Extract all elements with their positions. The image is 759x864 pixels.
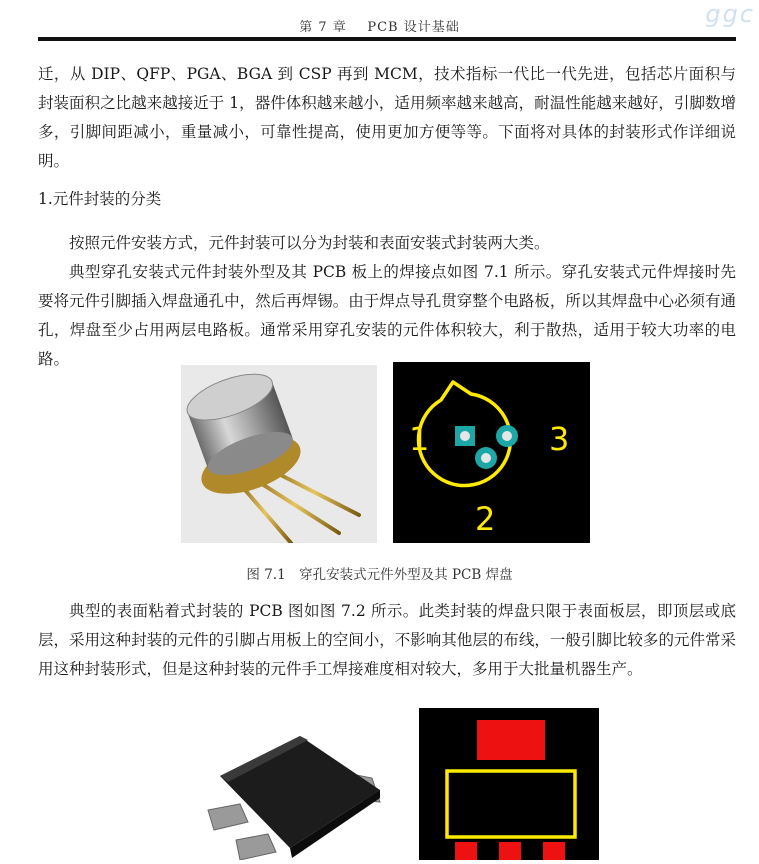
- paragraph-block-2: [38, 229, 736, 374]
- figure-7-2-component-photo: [180, 718, 400, 860]
- figure-7-1-pcb-footprint: [393, 362, 590, 543]
- page-header: [0, 16, 759, 35]
- chapter-title: PCB 设计基础: [367, 20, 460, 35]
- silkscreen-outline: [447, 771, 575, 837]
- to-can-footprint-drawing: [393, 362, 590, 543]
- section-heading: 1.元件封装的分类: [38, 190, 162, 208]
- smd-tab-pad: [477, 720, 545, 760]
- pin-label-1: 1: [409, 420, 430, 458]
- figure-7-2-pcb-footprint: [419, 708, 599, 860]
- figure-7-1-caption: 图 7.1 穿孔安装式元件外型及其 PCB 焊盘: [246, 567, 513, 583]
- sot223-illustration: [180, 718, 400, 860]
- section-heading-block: [38, 185, 736, 214]
- pin-label-2: 2: [475, 500, 496, 538]
- smd-pad-3: [543, 842, 565, 860]
- paragraph-1: 迁，从 DIP、QFP、PGA、BGA 到 CSP 再到 MCM，技术指标一代比一代先进，包括芯片面积与封装面积之比越来越接近于 1，器件体积越来越小，适用频率越来越高，耐温性能越来越好，引脚数增多，引脚间距减小，重量减小，可靠性提高，使用更加方便等等。下面将对具体的封装形式作详细说明。: [38, 65, 736, 170]
- paragraph-intro: [38, 60, 736, 176]
- figure-7-1-component-photo: [181, 365, 377, 543]
- watermark: ggc: [705, 0, 755, 28]
- to-can-transistor-illustration: [181, 365, 377, 543]
- sot223-footprint-drawing: [419, 708, 599, 860]
- paragraph-2: 按照元件安装方式，元件封装可以分为封装和表面安装式封装两大类。: [69, 234, 550, 252]
- smd-pad-1: [455, 842, 477, 860]
- header-rule: [38, 37, 736, 41]
- paragraph-4: 典型的表面粘着式封装的 PCB 图如图 7.2 所示。此类封装的焊盘只限于表面板层，即顶层或底层，采用这种封装的元件的引脚占用板上的空间小，不影响其他层的布线，一般引脚比较多的元件常采用这种封装形式，但是这种封装的元件手工焊接难度相对较大，多用于大批量机器生产。: [38, 602, 736, 678]
- chapter-number: 第 7 章: [299, 20, 347, 35]
- pin-label-3: 3: [549, 420, 570, 458]
- paragraph-block-4: [38, 597, 736, 684]
- paragraph-3: 典型穿孔安装式元件封装外型及其 PCB 板上的焊接点如图 7.1 所示。穿孔安装式元件焊接时先要将元件引脚插入焊盘通孔中，然后再焊锡。由于焊点导孔贯穿整个电路板，所以其焊盘中心必须有通孔，焊盘至少占用两层电路板。通常采用穿孔安装的元件体积较大，利于散热，适用于较大功率的电路。: [38, 263, 736, 368]
- smd-pad-2: [499, 842, 521, 860]
